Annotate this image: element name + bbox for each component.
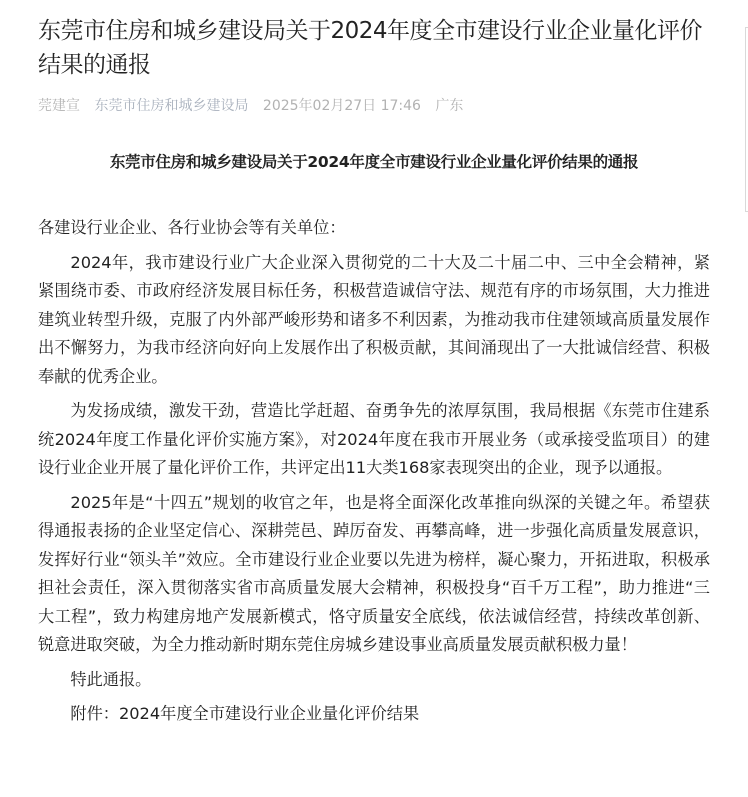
article-title: 东莞市住房和城乡建设局关于2024年度全市建设行业企业量化评价结果的通报 <box>38 18 703 78</box>
article <box>38 14 710 735</box>
article-meta <box>38 96 710 116</box>
notice-heading: 东莞市住房和城乡建设局关于2024年度全市建设行业企业量化评价结果的通报 <box>109 153 639 171</box>
publish-datetime: 2025年02月27日 17:46 <box>262 98 421 114</box>
body-paragraph: 2025年是“十四五”规划的收官之年，也是将全面深化改革推向纵深的关键之年。希望获得通报表扬的企业坚定信心、深耕莞邑、踔厉奋发、再攀高峰，进一步强化高质量发展意识，发挥好行业“领头羊”效应。全市建设行业企业要以先进为榜样，凝心聚力，开拓进取，积极承担社会责任，深入贯彻落实省市高质量发展大会精神，积极投身“百千万工程”，助力推进“三大工程”，致力构建房地产发展新模式，恪守质量安全底线，依法诚信经营，持续改革创新、锐意进取突破，为全力推动新时期东莞住房城乡建设事业高质量发展贡献积极力量！ <box>38 492 710 654</box>
attachment-note: 附件：2024年度全市建设行业企业量化评价结果 <box>70 704 420 723</box>
closing-statement: 特此通报。 <box>70 669 152 689</box>
article-body <box>38 214 710 729</box>
article-source: 莞建宣 <box>38 98 80 114</box>
account-name-link[interactable]: 东莞市住房和城乡建设局 <box>94 98 249 114</box>
salutation: 各建设行业企业、各行业协会等有关单位： <box>38 218 346 237</box>
body-paragraph: 2024年，我市建设行业广大企业深入贯彻党的二十大及二十届二中、三中全会精神，紧紧围绕市委、市政府经济发展目标任务，积极营造诚信守法、规范有序的市场氛围，大力推进建筑业转型升级，克服了内外部严峻形势和诸多不利因素，为推动我市住建领域高质量发展作出不懈努力，为我市经济向好向上发展作出了积极贡献，其间涌现出了一大批诚信经营、积极奉献的优秀企业。 <box>38 252 710 386</box>
body-paragraph: 为发扬成绩，激发干劲，营造比学赶超、奋勇争先的浓厚氛围，我局根据《东莞市住建系统2024年度工作量化评价实施方案》，对2024年度在我市开展业务（或承接受监项目）的建设行业企业开展了量化评价工作，共评定出11大类168家表现突出的企业，现予以通报。 <box>38 401 710 477</box>
publish-location: 广东 <box>435 98 464 114</box>
